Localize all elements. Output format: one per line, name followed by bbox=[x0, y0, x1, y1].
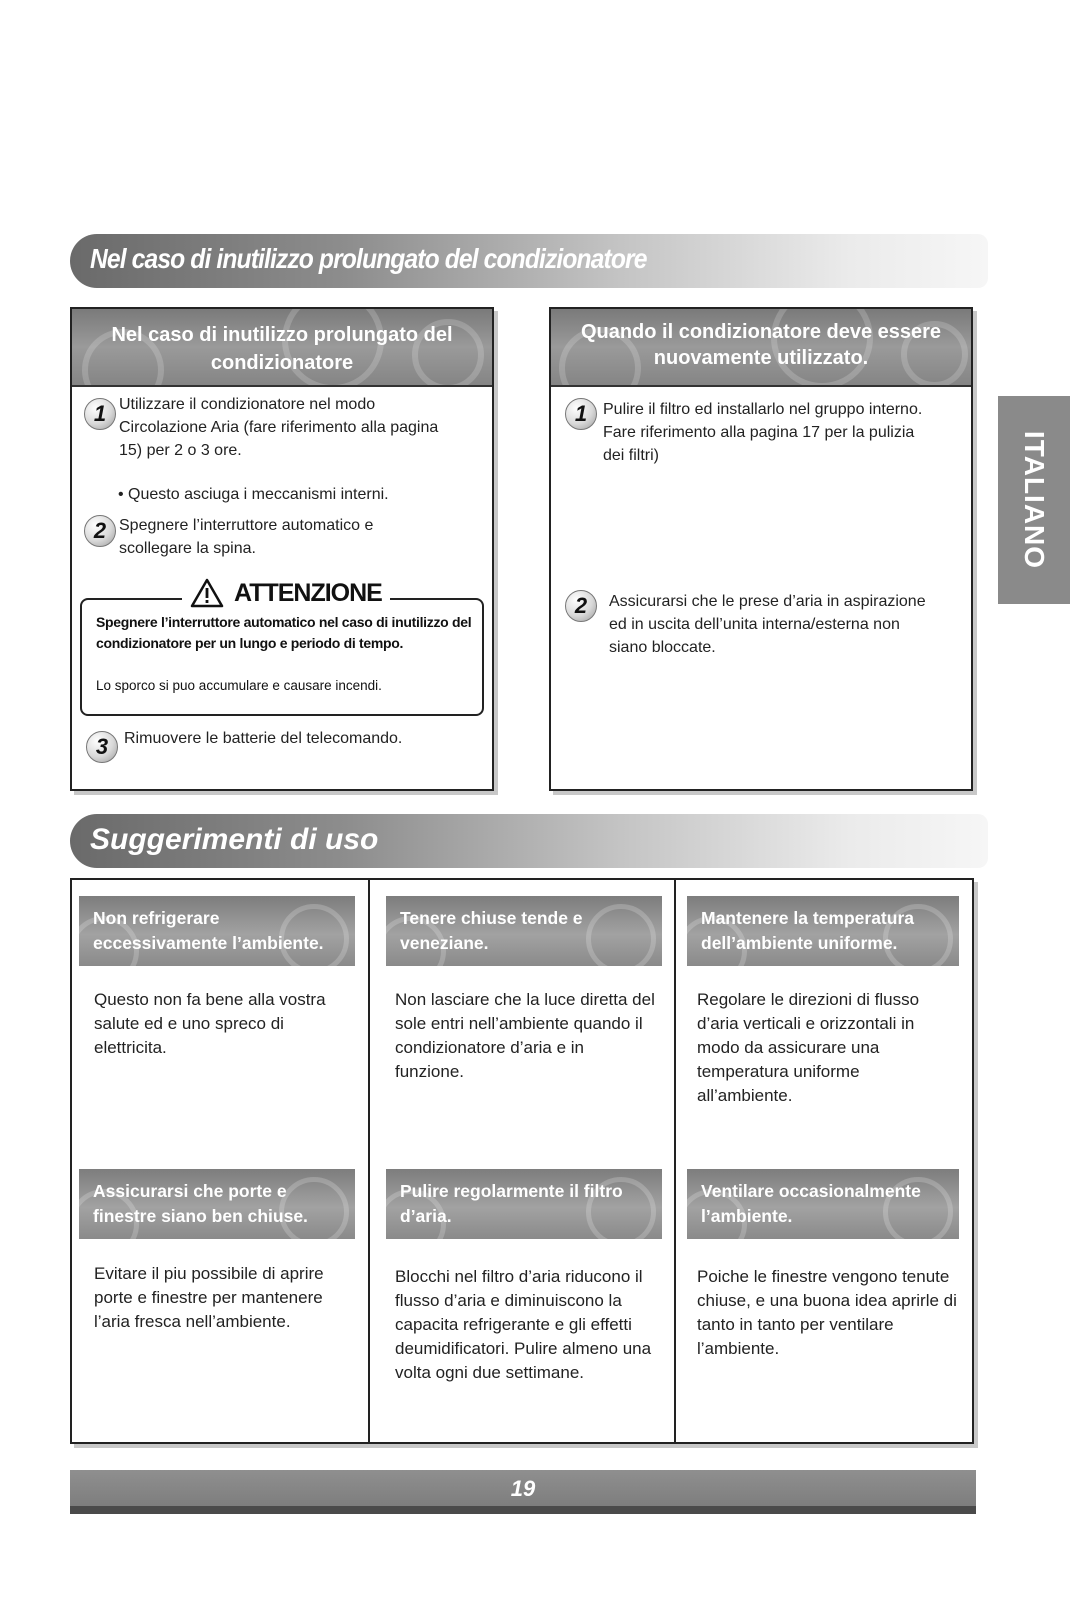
warning-box bbox=[80, 578, 484, 716]
tip-header bbox=[687, 1169, 959, 1239]
tip-body: Non lasciare che la luce diretta del sole entri nell’ambiente quando il condizionatore d’aria e in funzione. bbox=[395, 990, 655, 1081]
tip-title-line: dell’ambiente uniforme. bbox=[701, 933, 898, 953]
text-line: Assicurarsi che le prese d’aria in aspirazione bbox=[609, 593, 926, 610]
step-2-text bbox=[119, 514, 484, 560]
step-1-bullet: • Questo asciuga i meccanismi interni. bbox=[118, 486, 389, 503]
tip-header bbox=[386, 896, 662, 966]
warning-normal-text: Lo sporco si puo accumulare e causare incendi. bbox=[96, 678, 382, 693]
tip-title-line: d’aria. bbox=[400, 1206, 452, 1226]
step-3-text: Rimuovere le batterie del telecomando. bbox=[124, 730, 403, 747]
text-line: dei filtri) bbox=[603, 447, 660, 464]
text-line: Circolazione Aria (fare riferimento alla pagina bbox=[119, 419, 439, 436]
text-line: Utilizzare il condizionatore nel modo bbox=[119, 396, 376, 413]
tip-body: Regolare le direzioni di flusso d’aria verticali e orizzontali in modo da assicurare una temperatura uniforme all’ambiente. bbox=[697, 990, 920, 1105]
section-banner-tips bbox=[70, 814, 988, 868]
page-footer bbox=[70, 1470, 976, 1514]
step-number-badge: 2 bbox=[84, 515, 116, 547]
step-number-badge: 1 bbox=[565, 398, 597, 430]
tip-title-line: Assicurarsi che porte e bbox=[93, 1181, 287, 1201]
tip-title-line: eccessivamente l’ambiente. bbox=[93, 933, 324, 953]
step-number-badge: 2 bbox=[565, 590, 597, 622]
section-title: Suggerimenti di uso bbox=[90, 823, 379, 856]
language-tab-label: ITALIANO bbox=[1019, 430, 1050, 570]
tip-header bbox=[386, 1169, 662, 1239]
tip-body: Questo non fa bene alla vostra salute ed e uno spreco di elettricita. bbox=[94, 990, 326, 1057]
step-1-text bbox=[119, 393, 484, 462]
tip-title-line: l’ambiente. bbox=[701, 1206, 793, 1226]
text-line: siano bloccate. bbox=[609, 639, 716, 656]
tip-header bbox=[79, 1169, 355, 1239]
box-header-line: nuovamente utilizzato. bbox=[653, 347, 869, 369]
reuse-box-header bbox=[551, 309, 971, 387]
tip-body: Blocchi nel filtro d’aria riducono il flusso d’aria e diminuiscono la capacita refrigerante e gli effetti deumidificatori. Pulire almeno una volta ogni due settimane. bbox=[395, 1267, 652, 1382]
section-title: Nel caso di inutilizzo prolungato del condizionatore bbox=[90, 243, 647, 274]
reuse-step-2-text bbox=[609, 590, 964, 659]
text-line: Fare riferimento alla pagina 17 per la pulizia bbox=[603, 424, 915, 441]
text-line: scollegare la spina. bbox=[119, 540, 256, 557]
text-line: Pulire il filtro ed installarlo nel gruppo interno. bbox=[603, 401, 923, 418]
tip-title-line: Pulire regolarmente il filtro bbox=[400, 1181, 623, 1201]
reuse-box bbox=[549, 307, 973, 791]
box-header-line: Quando il condizionatore deve essere bbox=[580, 321, 942, 343]
column-divider bbox=[368, 880, 370, 1442]
tip-title-line: Non refrigerare bbox=[93, 908, 220, 928]
tip-title-line: veneziane. bbox=[400, 933, 489, 953]
tip-title-line: finestre siano ben chiuse. bbox=[93, 1206, 308, 1226]
box-header-line: condizionatore bbox=[210, 352, 354, 374]
warning-triangle-icon bbox=[190, 578, 224, 608]
text-line: 15) per 2 o 3 ore. bbox=[119, 442, 242, 459]
warning-bold-text: Spegnere l’interruttore automatico nel caso di inutilizzo del condizionatore per un lungo e periodo di tempo. bbox=[96, 614, 472, 651]
language-tab bbox=[998, 396, 1070, 604]
tip-body: Poiche le finestre vengono tenute chiuse, e una buona idea aprirle di tanto in tanto per ventilare l’ambiente. bbox=[697, 1267, 957, 1358]
reuse-step-1-text bbox=[603, 398, 963, 467]
tip-title-line: Mantenere la temperatura bbox=[701, 908, 914, 928]
text-line: ed in uscita dell’unita interna/esterna non bbox=[609, 616, 900, 633]
tip-header bbox=[79, 896, 355, 966]
inactivity-box-header bbox=[72, 309, 492, 387]
warning-title bbox=[182, 578, 390, 608]
footer-bar bbox=[70, 1506, 976, 1514]
tip-title-line: Ventilare occasionalmente bbox=[701, 1181, 921, 1201]
section-banner-long-inactivity bbox=[70, 234, 988, 288]
step-number-badge: 3 bbox=[86, 731, 118, 763]
warning-title-text: ATTENZIONE bbox=[234, 578, 382, 607]
step-number-badge: 1 bbox=[84, 398, 116, 430]
tip-title-line: Tenere chiuse tende e bbox=[400, 908, 583, 928]
box-header-line: Nel caso di inutilizzo prolungato del bbox=[111, 324, 453, 346]
column-divider bbox=[674, 880, 676, 1442]
tip-header bbox=[687, 896, 959, 966]
tip-body: Evitare il piu possibile di aprire porte e finestre per mantenere l’aria fresca nell’ambiente. bbox=[94, 1264, 324, 1331]
text-line: Spegnere l’interruttore automatico e bbox=[119, 517, 374, 534]
page-number: 19 bbox=[510, 1476, 536, 1501]
